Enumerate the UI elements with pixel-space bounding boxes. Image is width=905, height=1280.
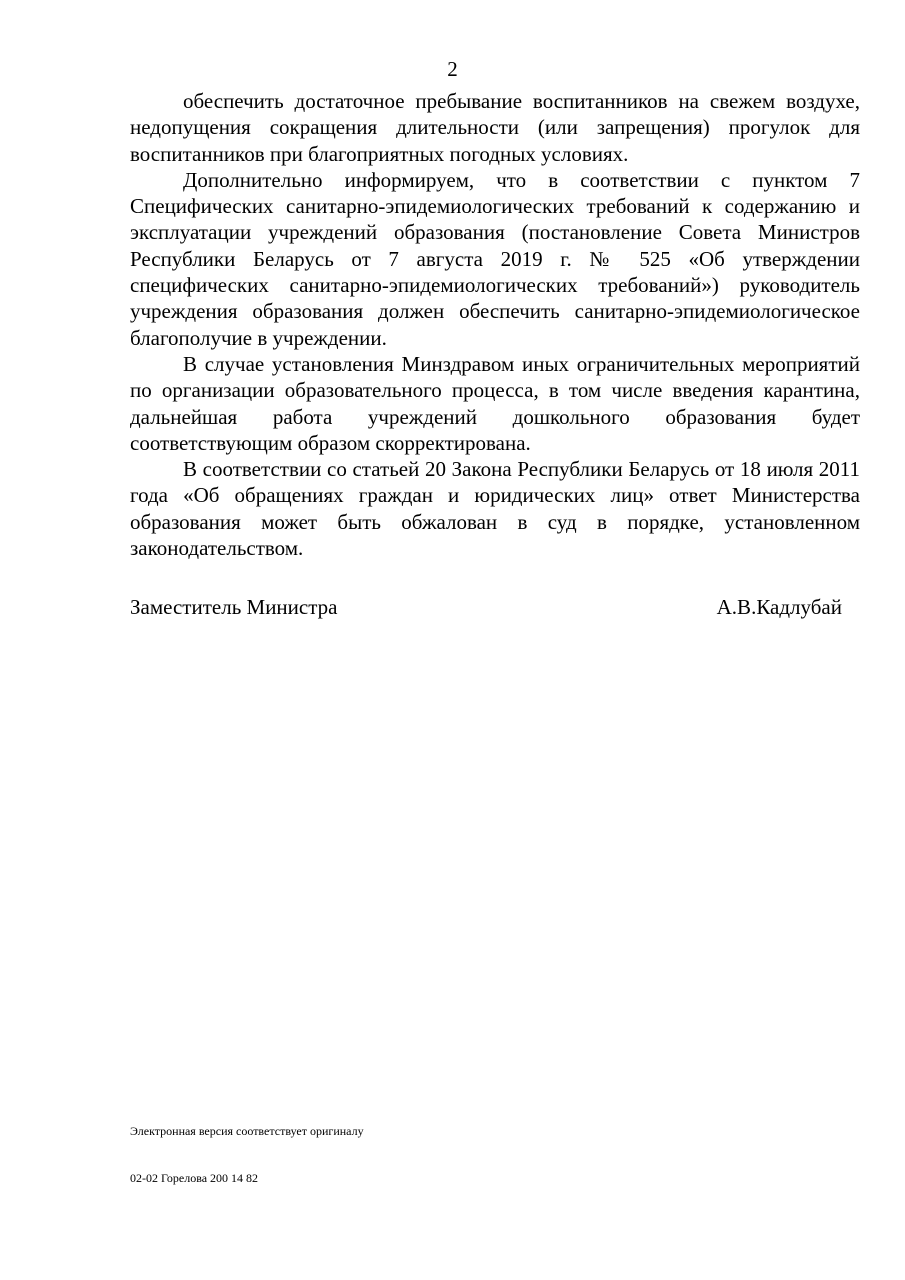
signatory-position: Заместитель Министра <box>130 595 338 619</box>
signatory-name: А.В.Кадлубай <box>716 595 842 619</box>
letter-body <box>130 88 860 561</box>
paragraph-continuation: обеспечить достаточное пребывание воспитанников на свежем воздухе, недопущения сокращения длительности (или запрещения) прогулок для воспитанников при благоприятных погодных условиях. <box>130 89 860 166</box>
page-number: 2 <box>447 57 458 81</box>
electronic-version-note: Электронная версия соответствует оригиналу <box>130 1124 364 1138</box>
signature-block <box>130 594 842 620</box>
paragraph-sanitary-requirements: Дополнительно информируем, что в соответствии с пунктом 7 Специфических санитарно-эпидемиологических требований к содержанию и эксплуатации учреждений образования (постановление Совета Министров Республики Беларусь от 7 августа 2019 г. № 525 «Об утверждении специфических санитарно-эпидемиологических требований») руководитель учреждения образования должен обеспечить санитарно-эпидемиологическое благополучие в учреждении. <box>130 167 860 350</box>
executor-contact: 02-02 Горелова 200 14 82 <box>130 1171 259 1185</box>
paragraph-restrictive-measures: В случае установления Минздравом иных ограничительных мероприятий по организации образовательного процесса, в том числе введения карантина, дальнейшая работа учреждений дошкольного образования будет соответствующим образом скорректирована. <box>130 351 860 455</box>
paragraph-appeal-rights: В соответствии со статьей 20 Закона Республики Беларусь от 18 июля 2011 года «Об обращениях граждан и юридических лиц» ответ Министерства образования может быть обжалован в суд в порядке, установленном законодательством. <box>130 457 860 561</box>
